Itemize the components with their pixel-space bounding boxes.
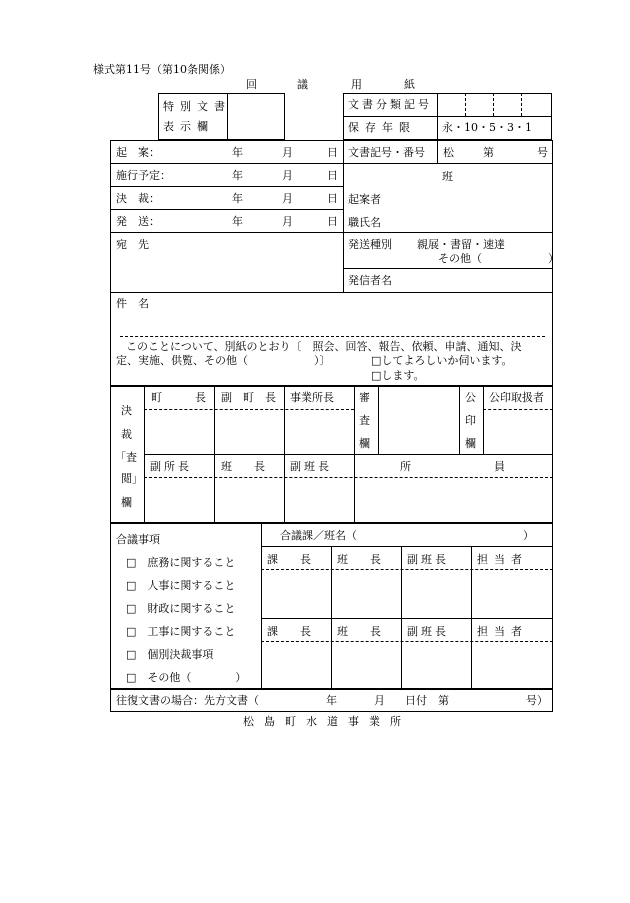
footer-line [110, 688, 553, 690]
group-chief-label: 班 長 [221, 460, 265, 473]
special-label-1: 特別文書 [163, 100, 231, 113]
review-2: 査 [359, 414, 370, 427]
retention-value: 永・10・5・3・1 [442, 121, 532, 134]
approval-side-3: 「査 [115, 451, 137, 464]
decision-day: 日 [327, 192, 338, 205]
enforce-day: 日 [327, 169, 338, 182]
consult-item-2[interactable]: □ 人事に関すること [126, 579, 236, 592]
consult-item-6[interactable]: □ その他（ ） [126, 671, 247, 684]
consult-col-2a: 班 長 [337, 553, 381, 566]
seal-divider-2 [483, 386, 484, 454]
consult-col-3b: 副班長 [407, 625, 449, 638]
sender-line [343, 268, 553, 269]
reply-end: 号） [526, 694, 548, 707]
vice-mayor-label: 副 町 長 [221, 391, 276, 404]
consult-col-1b: 課 長 [267, 625, 311, 638]
decision-year: 年 [232, 192, 243, 205]
organization-name: 松島町水道事業所 [243, 715, 411, 728]
docnum-prefix: 松 [443, 146, 454, 159]
consult-item-4[interactable]: □ 工事に関すること [126, 625, 236, 638]
classification-dash-3 [521, 93, 522, 116]
draft-label: 起 案： [116, 146, 160, 159]
reply-year: 年 [326, 694, 337, 707]
consult-dash-2 [261, 641, 553, 642]
consult-label: 合議事項 [116, 533, 160, 546]
sendtype-option-2: その他（ ） [438, 252, 559, 265]
position-label: 職氏名 [348, 216, 381, 229]
approval-side-2: 裁 [121, 428, 132, 441]
decision-label: 決 裁： [116, 192, 160, 205]
draft-month: 月 [282, 146, 293, 159]
vice-office-chief-label: 副所長 [150, 460, 192, 473]
consult-col-2b: 班 長 [337, 625, 381, 638]
seal-3: 欄 [465, 437, 476, 450]
review-divider [378, 386, 379, 454]
subject-choice-1: □してよろしいか伺います。 [371, 354, 513, 367]
mayor-label: 町 長 [151, 391, 206, 404]
consult-vline-3 [471, 546, 472, 688]
docnum-line [343, 163, 553, 164]
subject-label: 件 名 [116, 297, 149, 310]
sendtype-option-1: 親展・書留・速達 [417, 238, 505, 251]
date-line-2 [110, 186, 343, 187]
review-3: 欄 [359, 437, 370, 450]
staff-label-2: 員 [494, 460, 505, 473]
consult-divider [261, 523, 262, 688]
seal-1: 公 [465, 391, 476, 404]
seal-2: 印 [465, 414, 476, 427]
subject-line-1: このことについて、別紙のとおり〔 照会、回答、報告、依頼、申請、通知、決 [126, 340, 522, 353]
draft-year: 年 [232, 146, 243, 159]
drafter-label: 起案者 [348, 193, 381, 206]
consult-col-4b: 担当者 [477, 625, 528, 638]
reply-month: 月 [374, 694, 385, 707]
form-number: 様式第11号（第10条関係） [93, 63, 231, 76]
approval-side-4: 閲」 [121, 472, 143, 485]
approval-mid-line [144, 454, 553, 455]
seal-divider-1 [459, 386, 460, 454]
subject-dash [120, 336, 545, 337]
send-day: 日 [327, 215, 338, 228]
title-char-1: 回 [246, 78, 257, 91]
docnum-divider [437, 140, 438, 163]
consult-item-5[interactable]: □ 個別決裁事項 [126, 648, 214, 661]
consult-dept-close: ） [523, 529, 534, 542]
consult-item-3[interactable]: □ 財政に関すること [126, 602, 236, 615]
group-label: 班 [442, 170, 453, 183]
office-chief-label: 事業所長 [290, 391, 334, 404]
consult-col-3a: 副班長 [407, 553, 449, 566]
approval-bottom-line [110, 522, 553, 524]
approval-top-line [110, 385, 553, 387]
review-1: 審 [359, 391, 370, 404]
enforce-month: 月 [282, 169, 293, 182]
send-month: 月 [282, 215, 293, 228]
classification-label: 文書分類記号 [348, 98, 432, 111]
title-char-4: 紙 [404, 78, 415, 91]
title-char-2: 議 [297, 78, 308, 91]
classification-dash-2 [493, 93, 494, 116]
consult-mid-line [261, 618, 553, 619]
enforce-year: 年 [232, 169, 243, 182]
seal-dash [483, 409, 553, 410]
consult-col-1a: 課 長 [267, 553, 311, 566]
consult-vline-2 [401, 546, 402, 688]
reply-label: 往復文書の場合：先方文書（ [116, 694, 259, 707]
enforce-label: 施行予定： [116, 169, 171, 182]
subject-line-2: 定、実施、供覧、その他（ ）〕 [116, 354, 331, 367]
sender-label: 発信者名 [348, 274, 392, 287]
title-char-3: 用 [351, 78, 362, 91]
approval-dash-1 [144, 409, 354, 410]
docnum-mid: 第 [483, 146, 494, 159]
consult-col-4a: 担当者 [477, 553, 528, 566]
retention-label: 保存年限 [348, 121, 416, 134]
subject-choice-2: □します。 [371, 369, 425, 382]
classification-dash-1 [465, 93, 466, 116]
date-line-1 [110, 163, 343, 164]
approval-dash-2 [144, 477, 553, 478]
sendtype-label: 発送種別 [348, 238, 392, 251]
subject-top-line [110, 292, 553, 293]
date-line-3 [110, 209, 343, 210]
staff-label-1: 所 [400, 460, 411, 473]
date-line-4 [110, 232, 553, 233]
destination-label: 宛 先 [116, 238, 149, 251]
consult-dash-1 [261, 569, 553, 570]
docnum-suffix: 号 [537, 146, 548, 159]
send-label: 発 送： [116, 215, 160, 228]
approval-side-5: 欄 [121, 496, 132, 509]
special-label-2: 表示欄 [163, 120, 214, 133]
vice-group-chief-label: 副班長 [290, 460, 332, 473]
docnum-label: 文書記号・番号 [348, 146, 425, 159]
classification-hline [343, 116, 552, 117]
send-year: 年 [232, 215, 243, 228]
classification-vline [437, 93, 438, 140]
consult-vline-1 [331, 546, 332, 688]
consult-dept-label: 合議課／班名（ [280, 529, 357, 542]
approval-side-1: 決 [121, 404, 132, 417]
seal-handler-label: 公印取扱者 [489, 391, 544, 404]
reply-date: 日付 第 [405, 694, 449, 707]
decision-month: 月 [282, 192, 293, 205]
consult-header-line [261, 546, 553, 547]
draft-day: 日 [327, 146, 338, 159]
consult-item-1[interactable]: □ 庶務に関すること [126, 556, 236, 569]
